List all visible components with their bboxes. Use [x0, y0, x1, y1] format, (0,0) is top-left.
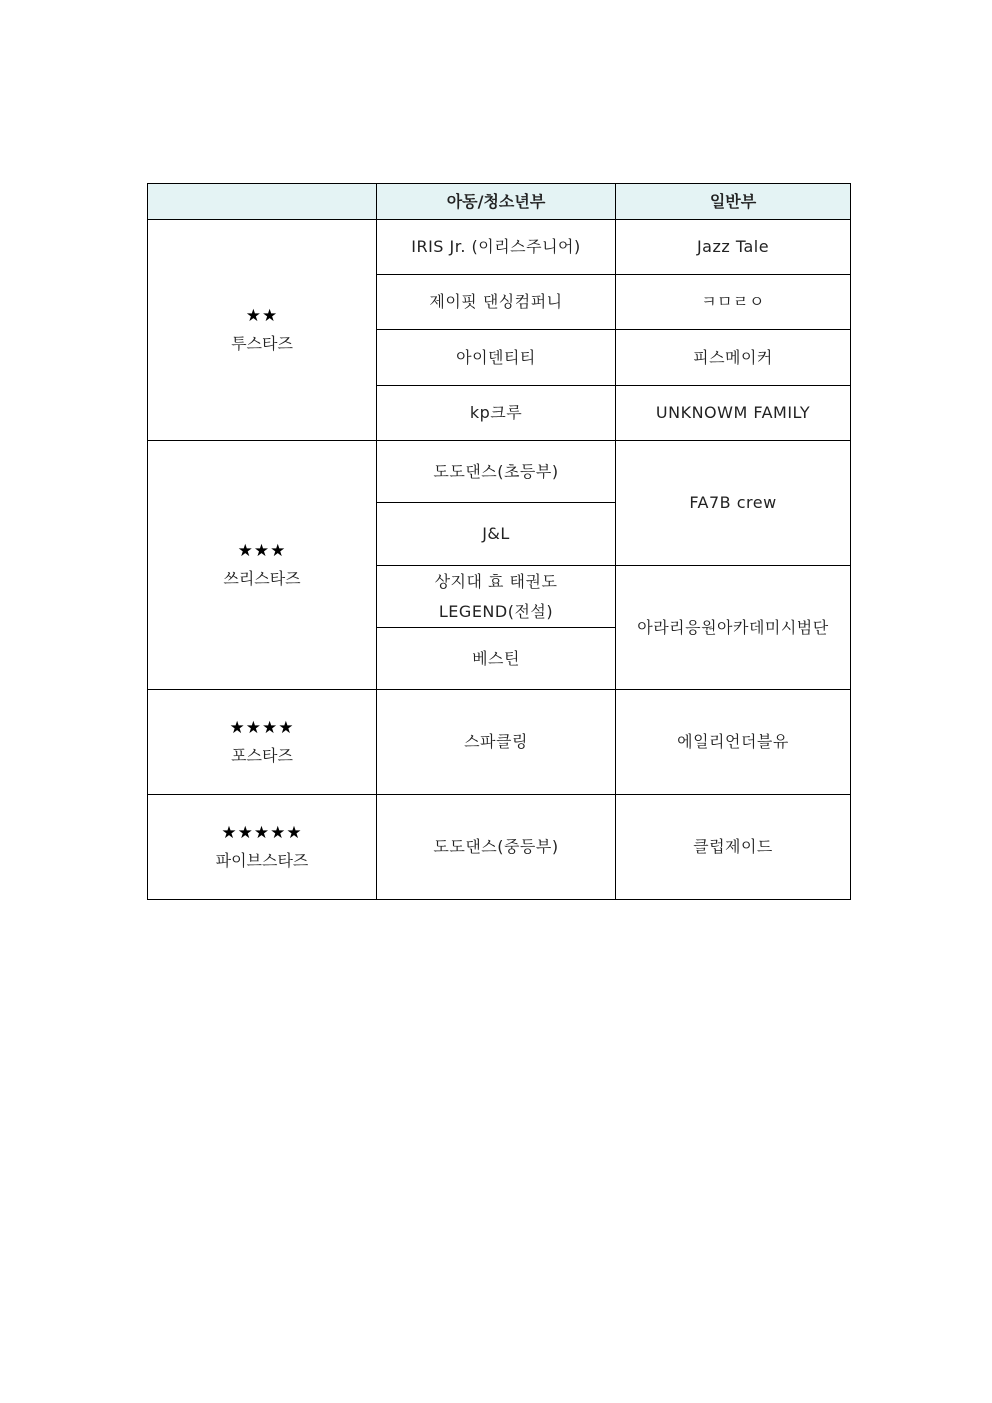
youth-team: J&L [377, 503, 616, 566]
tier-name: 쓰리스타즈 [223, 569, 301, 588]
tier-name: 포스타즈 [231, 746, 293, 765]
tier-cell-two-stars [148, 220, 377, 441]
tier-name: 파이브스타즈 [215, 851, 309, 870]
awards-table [147, 183, 851, 900]
general-team: UNKNOWM FAMILY [616, 386, 851, 441]
youth-team: 아이덴티티 [377, 330, 616, 386]
general-team: 피스메이커 [616, 330, 851, 386]
general-team: FA7B crew [616, 441, 851, 566]
tier-cell-four-stars [148, 690, 377, 795]
tier-name: 투스타즈 [231, 334, 293, 353]
tier-cell-three-stars [148, 441, 377, 690]
youth-team [377, 566, 616, 628]
stars-rating: ★★★★★ [221, 823, 303, 843]
youth-team-line: LEGEND(전설) [438, 601, 554, 621]
tier-cell-five-stars [148, 795, 377, 900]
youth-team: 도도댄스(초등부) [377, 441, 616, 503]
stars-rating: ★★★★ [229, 718, 295, 738]
youth-team: 제이핏 댄싱컴퍼니 [377, 275, 616, 330]
stars-rating: ★★ [245, 306, 279, 326]
youth-team-line: 상지대 효 태권도 [434, 571, 558, 591]
youth-team: kp크루 [377, 386, 616, 441]
header-general: 일반부 [616, 184, 851, 220]
youth-team: IRIS Jr. (이리스주니어) [377, 220, 616, 275]
general-team: Jazz Tale [616, 220, 851, 275]
header-youth: 아동/청소년부 [377, 184, 616, 220]
table-row [148, 220, 851, 275]
stars-rating: ★★★ [237, 541, 287, 561]
youth-team: 베스틴 [377, 628, 616, 690]
table-row [148, 690, 851, 795]
table-row [148, 441, 851, 503]
general-team: 아라리응원아카데미시범단 [616, 566, 851, 690]
header-tier [148, 184, 377, 220]
general-team: 클럽제이드 [616, 795, 851, 900]
general-team: 에일리언더블유 [616, 690, 851, 795]
general-team: ㅋㅁㄹㅇ [616, 275, 851, 330]
youth-team: 스파클링 [377, 690, 616, 795]
youth-team: 도도댄스(중등부) [377, 795, 616, 900]
table-row [148, 795, 851, 900]
header-row [148, 184, 851, 220]
